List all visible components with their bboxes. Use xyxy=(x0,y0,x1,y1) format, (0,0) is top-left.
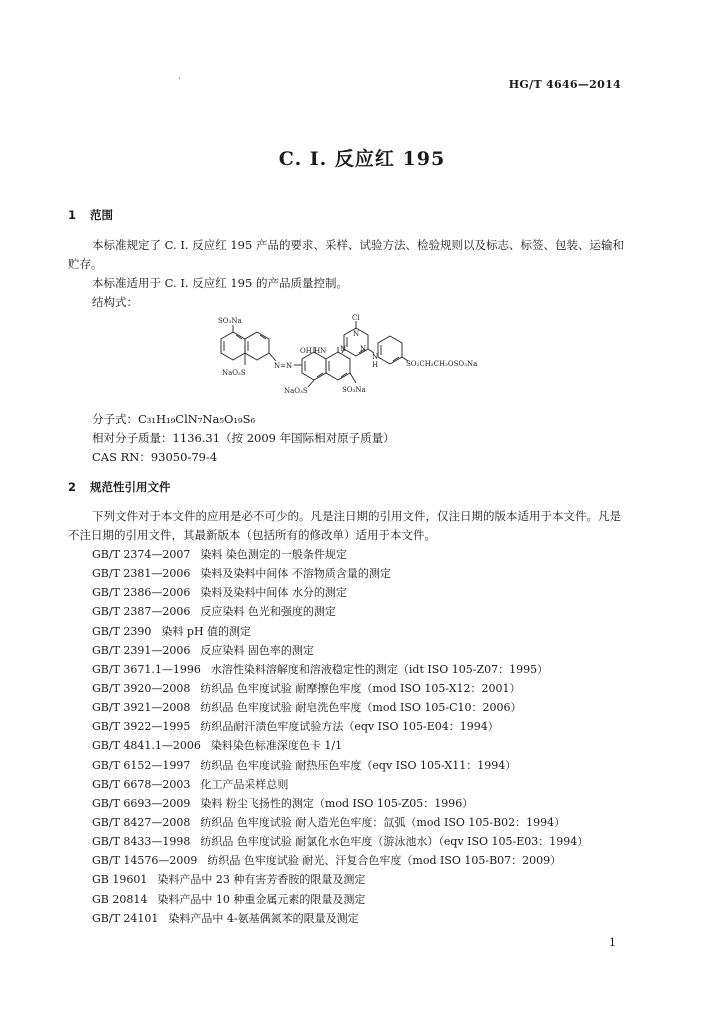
reference-title: 染料产品中 4-氨基偶氮苯的限量及测定 xyxy=(168,911,359,925)
triazine-ring xyxy=(342,321,374,356)
reference-code: GB/T 2390 xyxy=(92,624,152,638)
reference-title: 纺织品 色牢度试验 耐人造光色牢度：氙弧（mod ISO 105-B02：1994） xyxy=(200,815,566,829)
nao3s-bottom-label: NaO₃S xyxy=(284,387,308,395)
reference-item xyxy=(92,564,588,583)
reference-code: GB/T 4841.1—2006 xyxy=(92,739,201,753)
phenyl-ring xyxy=(378,336,408,364)
reference-title: 纺织品 色牢度试验 耐摩擦色牢度（mod ISO 105-X12：2001） xyxy=(200,681,521,695)
section-1-title: 范围 xyxy=(90,208,113,222)
reference-title: 反应染料 色光和强度的测定 xyxy=(200,605,336,619)
section-2-heading xyxy=(68,479,171,495)
reference-item xyxy=(92,756,588,775)
section-2-title: 规范性引用文件 xyxy=(90,480,171,494)
reference-item xyxy=(92,832,588,851)
molecular-mass: 相对分子质量：1136.31（按 2009 年国际相对原子质量） xyxy=(92,431,395,445)
reference-item xyxy=(92,813,588,832)
reference-title: 染料产品中 23 种有害芳香胺的限量及测定 xyxy=(157,873,366,887)
reference-title: 水溶性染料溶解度和溶液稳定性的测定（idt ISO 105-Z07：1995） xyxy=(210,662,549,676)
reference-item xyxy=(92,794,588,813)
reference-item xyxy=(92,583,588,602)
references-intro: 下列文件对于本文件的应用是必不可少的。凡是注日期的引用文件，仅注日期的版本适用于本文件。凡是不注日期的引用文件，其最新版本（包括所有的修改单）适用于本文件。 xyxy=(68,509,621,542)
reference-title: 染料及染料中间体 水分的测定 xyxy=(200,586,347,600)
reference-title: 纺织品 色牢度试验 耐氯化水色牢度（游泳池水）（eqv ISO 105-E03：1994） xyxy=(200,835,589,849)
scope-paragraph-2: 本标准适用于 C. I. 反应红 195 的产品质量控制。 xyxy=(92,276,348,290)
reference-code: GB/T 2374—2007 xyxy=(92,548,191,561)
reference-item xyxy=(92,775,588,794)
reference-title: 纺织品耐汗渍色牢度试验方法（eqv ISO 105-E04：1994） xyxy=(200,720,499,734)
reference-item xyxy=(92,909,588,928)
reference-code: GB/T 2381—2006 xyxy=(92,567,191,581)
formula-labels xyxy=(218,314,477,395)
section-2-number: 2 xyxy=(68,480,77,494)
reference-code: GB/T 24101 xyxy=(92,911,159,925)
reference-item xyxy=(92,622,588,641)
so3na-top-label: SO₃Na xyxy=(218,317,242,325)
scan-dot: · xyxy=(178,74,181,83)
reference-code: GB/T 2387—2006 xyxy=(92,605,191,619)
reference-title: 染料产品中 10 种重金属元素的限量及测定 xyxy=(157,892,366,906)
reference-title: 染料 pH 值的测定 xyxy=(161,624,252,638)
document-title: C. I. 反应红 195 xyxy=(278,148,446,170)
reference-item xyxy=(92,602,588,621)
h-label: H xyxy=(372,361,379,369)
reference-title: 反应染料 固色率的测定 xyxy=(200,643,314,657)
structural-formula xyxy=(196,313,496,405)
reference-item xyxy=(92,698,588,717)
structure-label: 结构式： xyxy=(92,295,138,309)
reference-code: GB/T 8433—1998 xyxy=(92,835,191,849)
reference-item xyxy=(92,736,588,755)
page-number: 1 xyxy=(609,936,616,949)
so3na-bottom-label: SO₃Na xyxy=(342,386,366,394)
reference-code: GB 20814 xyxy=(92,892,148,906)
reference-title: 染料 粉尘飞扬性的测定（mod ISO 105-Z05：1996） xyxy=(200,796,474,810)
reference-code: GB/T 6152—1997 xyxy=(92,758,191,772)
oh-hn-label: OH HN xyxy=(300,347,327,355)
section-1-number: 1 xyxy=(68,208,77,222)
triazine-n2-label: N xyxy=(340,345,347,353)
left-naphthalene-rings xyxy=(221,325,302,365)
reference-item xyxy=(92,851,588,870)
reference-code: GB/T 2386—2006 xyxy=(92,586,191,600)
reference-code: GB 19601 xyxy=(92,873,148,887)
reference-title: 染料及染料中间体 不溶物质含量的测定 xyxy=(200,567,391,581)
reference-title: 染料染色标准深度色卡 1/1 xyxy=(210,739,343,753)
reference-item xyxy=(92,641,588,660)
reference-code: GB/T 3920—2008 xyxy=(92,681,191,695)
reference-title: 化工产品采样总则 xyxy=(200,777,289,791)
reference-item xyxy=(92,870,588,889)
reference-item xyxy=(92,660,588,679)
nh-label: N xyxy=(372,353,379,361)
nao3s-left-label: NaO₃S xyxy=(222,369,246,377)
scope-paragraph-1: 本标准规定了 C. I. 反应红 195 产品的要求、采样、试验方法、检验规则以及标志、标签、包装、运输和贮存。 xyxy=(68,238,624,271)
reference-title: 染料 染色测定的一般条件规定 xyxy=(200,548,347,561)
reference-title: 纺织品 色牢度试验 耐热压色牢度（eqv ISO 105-X11：1994） xyxy=(200,758,517,772)
reference-code: GB/T 6678—2003 xyxy=(92,777,191,791)
reference-code: GB/T 3921—2008 xyxy=(92,701,191,715)
molecular-formula: 分子式：C₃₁H₁₉ClN₇Na₅O₁₉S₆ xyxy=(92,412,256,426)
azo-label: N=N xyxy=(274,362,293,370)
reference-code: GB/T 14576—2009 xyxy=(92,854,198,868)
standard-code: HG/T 4646—2014 xyxy=(508,78,621,91)
reference-code: GB/T 3671.1—1996 xyxy=(92,662,201,676)
cas-number: CAS RN：93050-79-4 xyxy=(92,450,218,464)
reference-item xyxy=(92,679,588,698)
triazine-n3-label: N xyxy=(360,345,367,353)
reference-item xyxy=(92,890,588,909)
reference-list xyxy=(92,545,588,928)
section-1-heading xyxy=(68,207,113,223)
reference-item xyxy=(92,545,588,564)
reference-item xyxy=(92,717,588,736)
reference-code: GB/T 3922—1995 xyxy=(92,720,191,734)
chlorine-label: Cl xyxy=(352,314,360,322)
reference-code: GB/T 2391—2006 xyxy=(92,643,191,657)
reference-code: GB/T 8427—2008 xyxy=(92,815,191,829)
side-chain-label: SO₂CH₂CH₂OSO₃Na xyxy=(406,360,478,368)
reference-title: 纺织品 色牢度试验 耐光、汗复合色牢度（mod ISO 105-B07：2009） xyxy=(207,854,562,868)
reference-title: 纺织品 色牢度试验 耐皂洗色牢度（mod ISO 105-C10：2006） xyxy=(200,701,522,715)
triazine-n1-label: N xyxy=(353,330,360,338)
reference-code: GB/T 6693—2009 xyxy=(92,796,191,810)
